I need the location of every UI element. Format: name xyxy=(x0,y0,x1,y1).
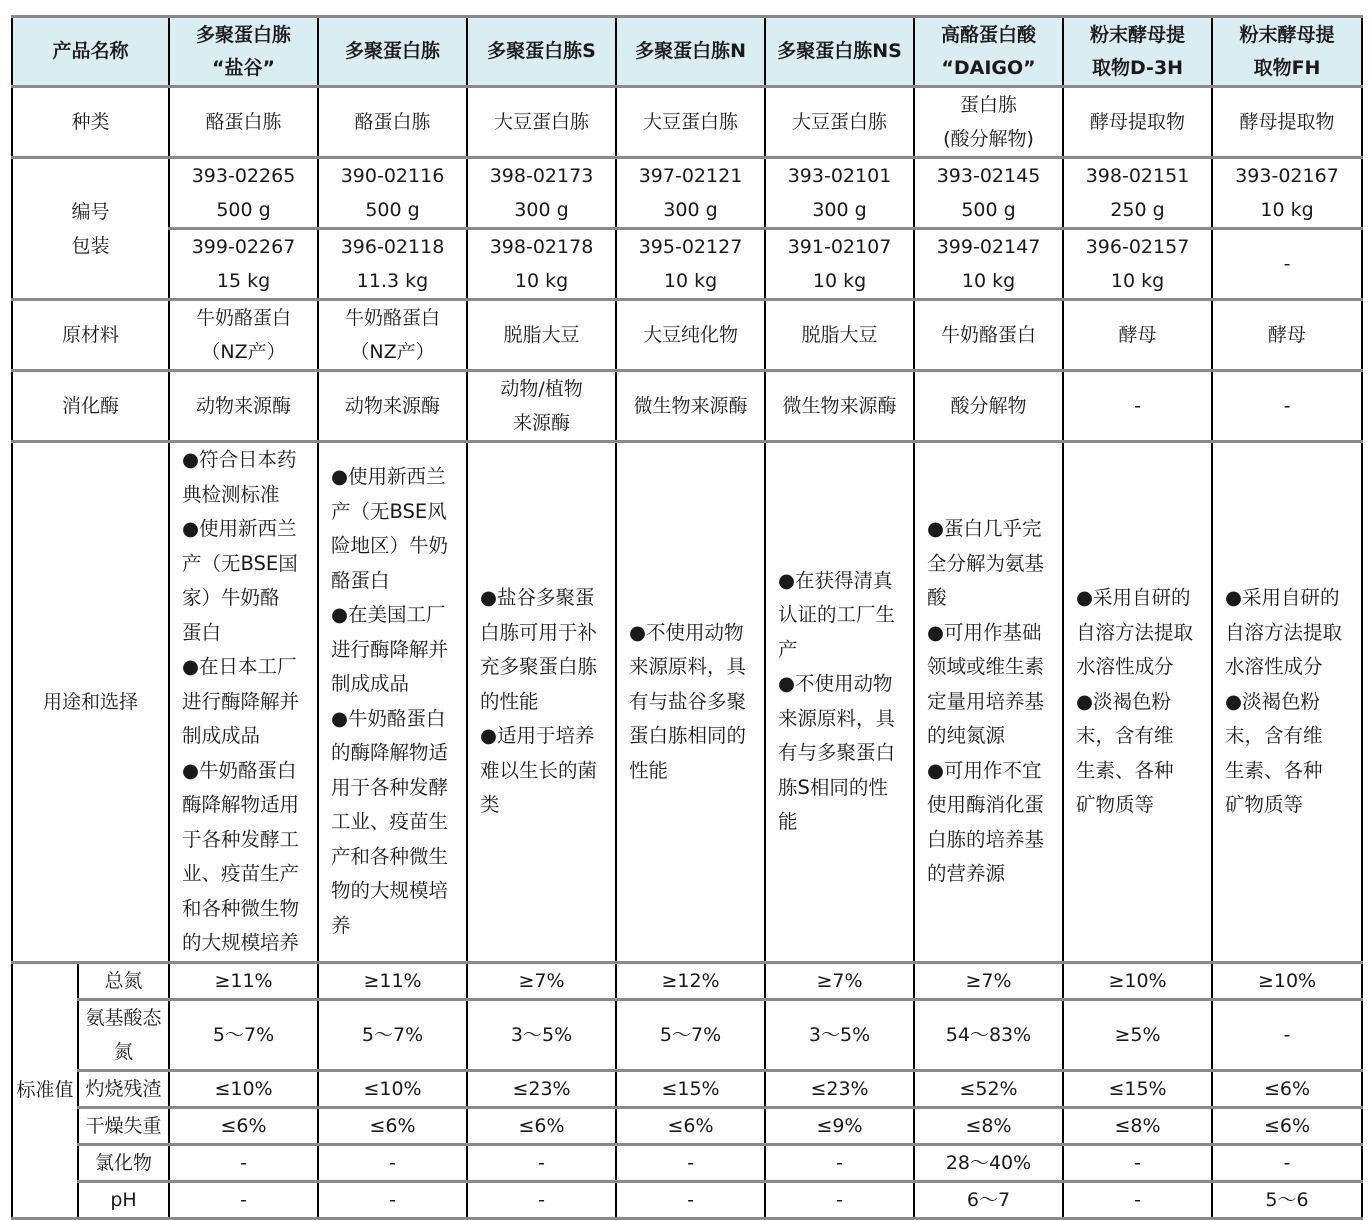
usage-line: 末，含有维 xyxy=(1076,724,1174,747)
standard-value: - xyxy=(1063,1181,1212,1218)
cell-pack: 393-02101 300 g xyxy=(765,158,914,229)
usage-line: 自溶方法提取 xyxy=(1076,620,1194,644)
usage-line: 水溶性成分 xyxy=(1076,655,1174,678)
row-standard-loss-on-drying xyxy=(12,1107,1362,1144)
usage-line: ●可用作基础 xyxy=(927,620,1042,644)
standard-value: ≥7% xyxy=(765,962,914,999)
usage-line: 制成成品 xyxy=(182,724,261,747)
row-usage xyxy=(12,442,1362,963)
standard-value: ≤8% xyxy=(1063,1107,1212,1144)
usage-line: 认证的工厂生 xyxy=(778,603,896,627)
usage-line: ●淡褐色粉 xyxy=(1076,689,1172,713)
usage-line: 蛋白 xyxy=(182,620,222,644)
cell-raw-material: 酵母 xyxy=(1063,300,1212,371)
cell-pack: 399-02147 10 kg xyxy=(914,229,1063,300)
row-label-enzyme: 消化酶 xyxy=(12,371,169,442)
usage-line: ●牛奶酪蛋白 xyxy=(331,706,446,730)
standard-value: ≤6% xyxy=(1212,1107,1362,1144)
usage-line: 酸 xyxy=(927,586,947,609)
standard-value: 5～6 xyxy=(1212,1181,1362,1218)
standard-value: - xyxy=(765,1181,914,1218)
cell-usage xyxy=(318,442,467,963)
header-row xyxy=(12,17,1362,87)
usage-line: 的酶降解物适 xyxy=(331,741,449,765)
row-standard-chloride xyxy=(12,1144,1362,1181)
standard-value: - xyxy=(169,1181,318,1218)
usage-line: 业、疫苗生产 xyxy=(182,862,300,885)
cell-raw-material: 脱脂大豆 xyxy=(467,300,616,371)
usage-line: 产（无BSE风 xyxy=(331,499,447,523)
header-product: 粉末酵母提 取物FH xyxy=(1212,17,1362,87)
usage-line: 于各种发酵工 xyxy=(182,827,300,851)
standard-value: - xyxy=(1212,1144,1362,1181)
standard-value: ≥7% xyxy=(914,962,1063,999)
usage-line: 水溶性成分 xyxy=(1225,655,1323,678)
standard-value: 54～83% xyxy=(914,999,1063,1070)
standard-label: 氯化物 xyxy=(78,1144,169,1181)
cell-pack: 391-02107 10 kg xyxy=(765,229,914,300)
standard-value: ≥7% xyxy=(467,962,616,999)
standard-value: - xyxy=(467,1144,616,1181)
usage-line: ●符合日本药 xyxy=(182,448,297,471)
usage-line: 矿物质等 xyxy=(1225,793,1304,816)
product-comparison-table xyxy=(11,15,1363,1220)
usage-line: ●蛋白几乎完 xyxy=(927,517,1042,540)
cell-enzyme: 酸分解物 xyxy=(914,371,1063,442)
standard-value: 5～7% xyxy=(318,999,467,1070)
usage-line: 来源原料，具 xyxy=(778,706,896,730)
usage-line: ●牛奶酪蛋白 xyxy=(182,758,297,782)
cell-usage xyxy=(616,442,765,963)
usage-line: 酶降解物适用 xyxy=(182,793,300,816)
row-raw-material xyxy=(12,300,1362,371)
cell-enzyme: 动物来源酶 xyxy=(169,371,318,442)
cell-type: 酵母提取物 xyxy=(1212,87,1362,158)
usage-line: 全分解为氨基 xyxy=(927,551,1045,575)
usage-line: 的营养源 xyxy=(927,862,1006,885)
usage-line: 定量用培养基 xyxy=(927,689,1045,713)
usage-line: 的纯氮源 xyxy=(927,724,1006,747)
standard-value: ≤6% xyxy=(616,1107,765,1144)
standard-value: ≤23% xyxy=(467,1070,616,1107)
usage-line: 产 xyxy=(778,637,798,661)
cell-pack: 395-02127 10 kg xyxy=(616,229,765,300)
usage-line: 和各种微生物 xyxy=(182,896,300,920)
cell-enzyme: 动物/植物 来源酶 xyxy=(467,371,616,442)
standard-value: ≤10% xyxy=(318,1070,467,1107)
usage-line: 有与多聚蛋白 xyxy=(778,741,896,765)
standard-value: 5～7% xyxy=(169,999,318,1070)
usage-line: 能 xyxy=(778,810,798,834)
usage-line: ●采用自研的 xyxy=(1076,586,1191,609)
usage-line: 酪蛋白 xyxy=(331,568,390,592)
usage-line: 进行酶降解并 xyxy=(331,637,449,661)
cell-usage xyxy=(467,442,616,963)
cell-pack: 398-02151 250 g xyxy=(1063,158,1212,229)
standard-value: ≤6% xyxy=(318,1107,467,1144)
row-label-packaging: 编号 包装 xyxy=(12,158,169,300)
usage-line: 工业、疫苗生 xyxy=(331,810,449,834)
standard-value: - xyxy=(467,1181,616,1218)
usage-line: ●在美国工厂 xyxy=(331,603,446,627)
cell-type: 大豆蛋白胨 xyxy=(616,87,765,158)
usage-line: 充多聚蛋白胨 xyxy=(480,655,598,678)
usage-line: ●采用自研的 xyxy=(1225,586,1340,609)
usage-line: ●盐谷多聚蛋 xyxy=(480,586,595,609)
standard-value: ≤52% xyxy=(914,1070,1063,1107)
cell-raw-material: 牛奶酪蛋白 （NZ产） xyxy=(169,300,318,371)
header-product: 多聚蛋白胨S xyxy=(467,17,616,87)
usage-line: 蛋白胨相同的 xyxy=(629,724,747,747)
cell-enzyme: - xyxy=(1063,371,1212,442)
standard-label: 灼烧残渣 xyxy=(78,1070,169,1107)
usage-line: 来源原料，具 xyxy=(629,655,747,678)
usage-line: ●淡褐色粉 xyxy=(1225,689,1321,713)
usage-line: 矿物质等 xyxy=(1076,793,1155,816)
standard-value: 6～7 xyxy=(914,1181,1063,1218)
standard-value: 5～7% xyxy=(616,999,765,1070)
cell-pack: 398-02173 300 g xyxy=(467,158,616,229)
cell-enzyme: 微生物来源酶 xyxy=(616,371,765,442)
standard-value: ≤15% xyxy=(1063,1070,1212,1107)
cell-usage xyxy=(169,442,318,963)
cell-enzyme: 微生物来源酶 xyxy=(765,371,914,442)
cell-type: 酪蛋白胨 xyxy=(318,87,467,158)
header-product: 高酪蛋白酸 “DAIGO” xyxy=(914,17,1063,87)
header-product-name-label: 产品名称 xyxy=(12,17,169,87)
standard-label: 干燥失重 xyxy=(78,1107,169,1144)
usage-line: 末，含有维 xyxy=(1225,724,1323,747)
standard-value: - xyxy=(169,1144,318,1181)
header-product: 多聚蛋白胨 “盐谷” xyxy=(169,17,318,87)
header-product: 粉末酵母提 取物D-3H xyxy=(1063,17,1212,87)
standard-value: - xyxy=(318,1144,467,1181)
standard-value: ≥10% xyxy=(1212,962,1362,999)
row-standard-total-nitrogen xyxy=(12,962,1362,999)
usage-line: 用于各种发酵 xyxy=(331,775,449,799)
usage-line: 有与盐谷多聚 xyxy=(629,689,747,713)
standard-value: ≤6% xyxy=(1212,1070,1362,1107)
usage-line: 生素、各种 xyxy=(1076,758,1174,782)
usage-line: 领域或维生素 xyxy=(927,655,1045,678)
usage-line: 产和各种微生 xyxy=(331,844,449,868)
usage-line: 白胨可用于补 xyxy=(480,620,598,644)
standard-value: ≤6% xyxy=(169,1107,318,1144)
usage-line: 胨S相同的性 xyxy=(778,775,888,799)
cell-raw-material: 脱脂大豆 xyxy=(765,300,914,371)
usage-line: ●不使用动物 xyxy=(629,620,744,644)
row-label-raw-material: 原材料 xyxy=(12,300,169,371)
usage-line: ●使用新西兰 xyxy=(331,465,446,489)
cell-raw-material: 大豆纯化物 xyxy=(616,300,765,371)
row-label-usage: 用途和选择 xyxy=(12,442,169,963)
usage-line: 家）牛奶酪 xyxy=(182,586,280,609)
row-label-standards: 标准值 xyxy=(12,962,78,1218)
standard-value: 28～40% xyxy=(914,1144,1063,1181)
usage-line: 养 xyxy=(331,913,351,937)
usage-line: ●适用于培养 xyxy=(480,724,595,747)
row-standard-ph xyxy=(12,1181,1362,1218)
cell-pack: 393-02167 10 kg xyxy=(1212,158,1362,229)
cell-pack: 398-02178 10 kg xyxy=(467,229,616,300)
usage-line: 典检测标准 xyxy=(182,482,280,506)
cell-usage xyxy=(1063,442,1212,963)
usage-line: 的大规模培养 xyxy=(182,931,300,954)
usage-line: ●在获得清真 xyxy=(778,568,893,592)
usage-line: 类 xyxy=(480,793,500,816)
cell-pack: 396-02157 10 kg xyxy=(1063,229,1212,300)
cell-raw-material: 牛奶酪蛋白 （NZ产） xyxy=(318,300,467,371)
cell-type: 大豆蛋白胨 xyxy=(765,87,914,158)
cell-pack: 396-02118 11.3 kg xyxy=(318,229,467,300)
row-label-type: 种类 xyxy=(12,87,169,158)
usage-line: 使用酶消化蛋 xyxy=(927,793,1045,816)
standard-value: ≤9% xyxy=(765,1107,914,1144)
row-packaging-a xyxy=(12,158,1362,229)
row-packaging-b xyxy=(12,229,1362,300)
cell-raw-material: 酵母 xyxy=(1212,300,1362,371)
usage-line: 制成成品 xyxy=(331,672,410,696)
standard-value: - xyxy=(1212,999,1362,1070)
standard-value: ≤6% xyxy=(467,1107,616,1144)
cell-raw-material: 牛奶酪蛋白 xyxy=(914,300,1063,371)
usage-line: 产（无BSE国 xyxy=(182,551,298,575)
cell-enzyme: - xyxy=(1212,371,1362,442)
usage-line: 的性能 xyxy=(480,689,539,713)
standard-value: ≤15% xyxy=(616,1070,765,1107)
usage-line: 生素、各种 xyxy=(1225,758,1323,782)
standard-value: 3～5% xyxy=(467,999,616,1070)
cell-pack: 393-02265 500 g xyxy=(169,158,318,229)
usage-line: ●可用作不宜 xyxy=(927,758,1042,782)
usage-line: 物的大规模培 xyxy=(331,879,449,903)
usage-line: 白胨的培养基 xyxy=(927,827,1045,851)
cell-type: 大豆蛋白胨 xyxy=(467,87,616,158)
cell-usage xyxy=(914,442,1063,963)
header-product: 多聚蛋白胨N xyxy=(616,17,765,87)
standard-value: ≥12% xyxy=(616,962,765,999)
standard-label: 氨基酸态 氮 xyxy=(78,999,169,1070)
standard-value: - xyxy=(765,1144,914,1181)
usage-line: 险地区）牛奶 xyxy=(331,534,449,558)
row-type xyxy=(12,87,1362,158)
cell-usage xyxy=(765,442,914,963)
standard-value: - xyxy=(1063,1144,1212,1181)
usage-line: ●不使用动物 xyxy=(778,672,893,696)
standard-value: - xyxy=(318,1181,467,1218)
cell-pack: 397-02121 300 g xyxy=(616,158,765,229)
standard-value: ≥11% xyxy=(318,962,467,999)
standard-value: - xyxy=(616,1144,765,1181)
cell-pack: 390-02116 500 g xyxy=(318,158,467,229)
standard-value: ≥5% xyxy=(1063,999,1212,1070)
usage-line: ●在日本工厂 xyxy=(182,655,297,678)
standard-label: pH xyxy=(78,1181,169,1218)
cell-pack: 393-02145 500 g xyxy=(914,158,1063,229)
standard-value: ≤10% xyxy=(169,1070,318,1107)
header-product: 多聚蛋白胨NS xyxy=(765,17,914,87)
cell-pack: - xyxy=(1212,229,1362,300)
header-product: 多聚蛋白胨 xyxy=(318,17,467,87)
usage-line: 性能 xyxy=(629,758,669,782)
standard-value: ≥11% xyxy=(169,962,318,999)
usage-line: 进行酶降解并 xyxy=(182,689,300,713)
row-standard-ignition-residue xyxy=(12,1070,1362,1107)
cell-usage xyxy=(1212,442,1362,963)
standard-value: - xyxy=(616,1181,765,1218)
standard-value: ≤23% xyxy=(765,1070,914,1107)
usage-line: 自溶方法提取 xyxy=(1225,620,1343,644)
cell-type: 酵母提取物 xyxy=(1063,87,1212,158)
usage-line: 难以生长的菌 xyxy=(480,758,598,782)
usage-line: ●使用新西兰 xyxy=(182,517,297,540)
row-enzyme xyxy=(12,371,1362,442)
cell-type: 酪蛋白胨 xyxy=(169,87,318,158)
standard-value: ≤8% xyxy=(914,1107,1063,1144)
cell-pack: 399-02267 15 kg xyxy=(169,229,318,300)
standard-label: 总氮 xyxy=(78,962,169,999)
standard-value: ≥10% xyxy=(1063,962,1212,999)
standard-value: 3～5% xyxy=(765,999,914,1070)
cell-enzyme: 动物来源酶 xyxy=(318,371,467,442)
cell-type: 蛋白胨 (酸分解物) xyxy=(914,87,1063,158)
row-standard-amino-nitrogen xyxy=(12,999,1362,1070)
